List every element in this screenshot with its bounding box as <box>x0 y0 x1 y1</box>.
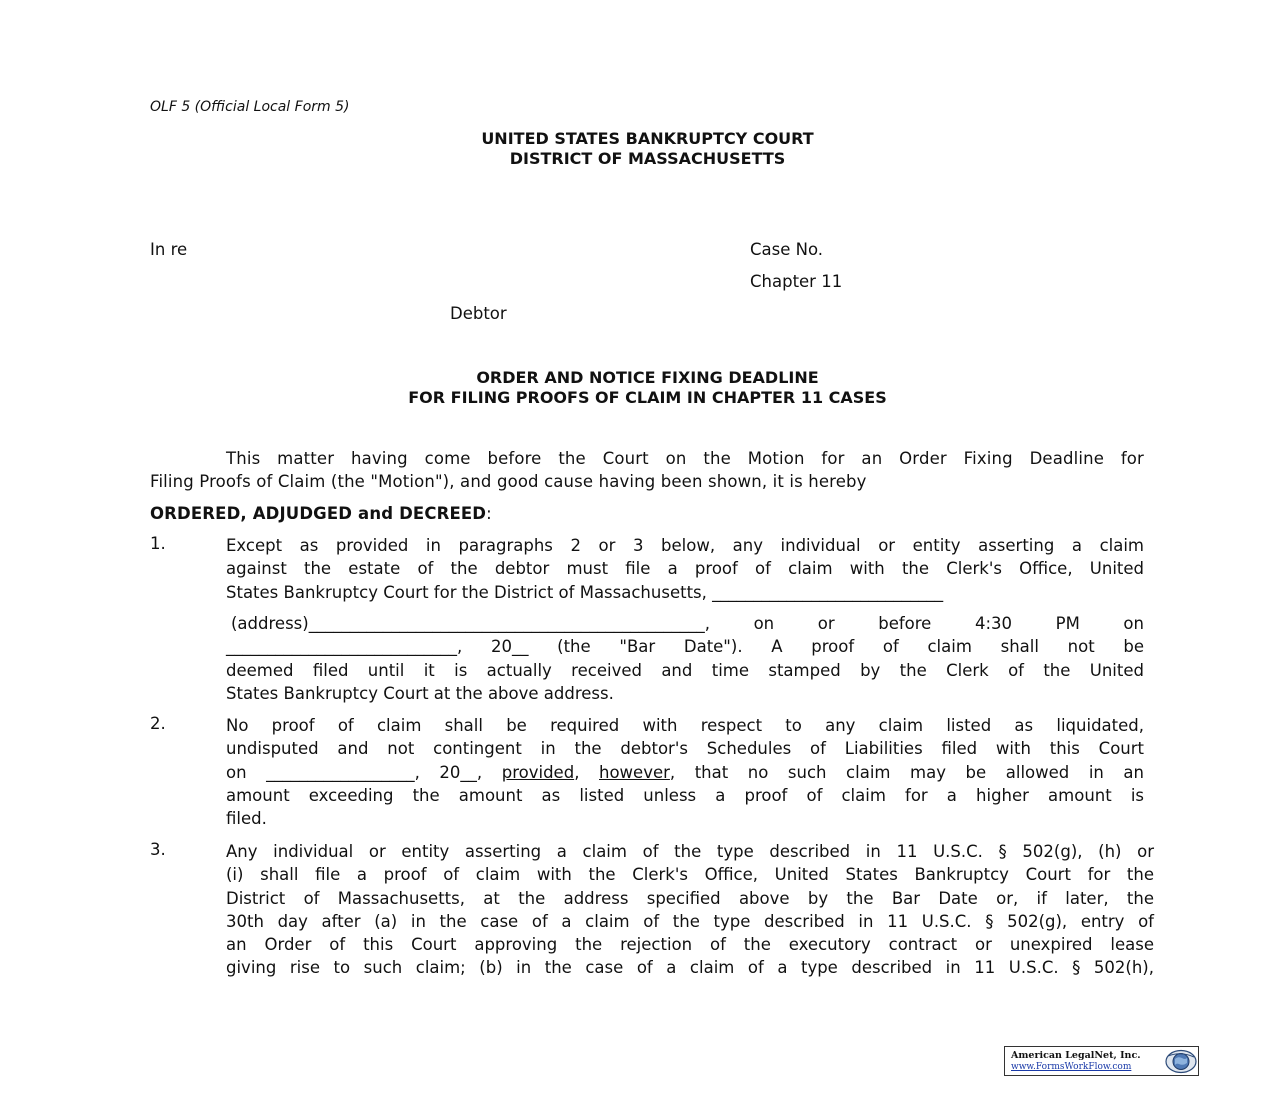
american-legalnet-logo[interactable] <box>1004 1046 1199 1076</box>
paragraph-line: States Bankruptcy Court at the above address. <box>226 683 614 703</box>
paragraph-number: 3. <box>150 840 166 859</box>
paragraph-line: (i) shall file a proof of claim with the Clerk's Office, United States Bankruptcy Court for the <box>226 865 1154 885</box>
ordered-colon: : <box>486 504 492 523</box>
paragraph-line: giving rise to such claim; (b) in the case of a claim of a type described in 11 U.S.C. § 502(h), <box>226 958 1154 978</box>
chapter-label: Chapter 11 <box>750 272 843 291</box>
however-underlined: however <box>599 762 670 782</box>
paragraph-line: Except as provided in paragraphs 2 or 3 below, any individual or entity asserting a claim <box>226 536 1144 555</box>
text-run: , that no such claim may be allowed in an <box>669 762 1144 782</box>
paragraph-line: 30th day after (a) in the case of a claim of the type described in 11 U.S.C. § 502(g), entry of <box>226 911 1154 931</box>
in-re-label: In re <box>150 240 188 259</box>
paragraph-line: States Bankruptcy Court for the District of Massachusetts, ____________________________ <box>226 582 944 602</box>
court-name: UNITED STATES BANKRUPTCY COURT <box>481 129 814 148</box>
intro-paragraph <box>226 447 1144 470</box>
paragraph-line: filed. <box>226 809 267 829</box>
order-title-line2: FOR FILING PROOFS OF CLAIM IN CHAPTER 11 CASES <box>408 388 887 407</box>
paragraph-1 <box>226 534 1144 604</box>
case-no-label: Case No. <box>750 240 824 259</box>
intro-line: Filing Proofs of Claim (the "Motion"), and good cause having been shown, it is hereby <box>150 472 867 491</box>
order-title-line1: ORDER AND NOTICE FIXING DEADLINE <box>476 368 819 387</box>
paragraph-line: District of Massachusetts, at the address specified above by the Bar Date or, if later, the <box>226 888 1154 908</box>
paragraph-number: 1. <box>150 534 166 553</box>
intro-line: This matter having come before the Court on the Motion for an Order Fixing Deadline for <box>226 449 1144 468</box>
paragraph-1-cont <box>226 612 1144 705</box>
ordered-bold: ORDERED, ADJUDGED and DECREED <box>150 504 487 523</box>
paragraph-line: ____________________________, 20__ (the "Bar Date"). A proof of claim shall not be <box>226 637 1144 657</box>
paragraph-line: Any individual or entity asserting a claim of the type described in 11 U.S.C. § 502(g), (h) or <box>226 842 1154 861</box>
paragraph-line: an Order of this Court approving the rejection of the executory contract or unexpired lease <box>226 935 1154 955</box>
logo-company-name: American LegalNet, Inc. <box>1011 1050 1141 1061</box>
paragraph-line: amount exceeding the amount as listed unless a proof of claim for a higher amount is <box>226 785 1144 805</box>
paragraph-line: No proof of claim shall be required with respect to any claim listed as liquidated, <box>226 716 1144 735</box>
paragraph-line-mixed <box>226 761 1144 784</box>
provided-underlined: provided <box>501 762 575 782</box>
court-district: DISTRICT OF MASSACHUSETTS <box>509 149 786 168</box>
logo-url-link[interactable]: www.FormsWorkFlow.com <box>1011 1062 1132 1072</box>
ordered-clause <box>150 502 492 525</box>
globe-icon <box>1164 1049 1198 1074</box>
paragraph-line: undisputed and not contingent in the debtor's Schedules of Liabilities filed with this Court <box>226 739 1144 759</box>
paragraph-2 <box>226 714 1144 830</box>
text-run: , <box>574 762 599 782</box>
text-run: on __________________, 20__, <box>226 762 502 782</box>
paragraph-number: 2. <box>150 714 166 733</box>
paragraph-3 <box>226 840 1154 980</box>
debtor-label: Debtor <box>450 304 507 323</box>
paragraph-line: (address)________________________________________________, on or before 4:30 PM on <box>231 614 1144 633</box>
paragraph-line: deemed filed until it is actually received and time stamped by the Clerk of the United <box>226 660 1144 680</box>
intro-paragraph-cont <box>150 470 867 493</box>
form-identifier: OLF 5 (Official Local Form 5) <box>150 99 350 115</box>
paragraph-line: against the estate of the debtor must file a proof of claim with the Clerk's Office, United <box>226 559 1144 579</box>
